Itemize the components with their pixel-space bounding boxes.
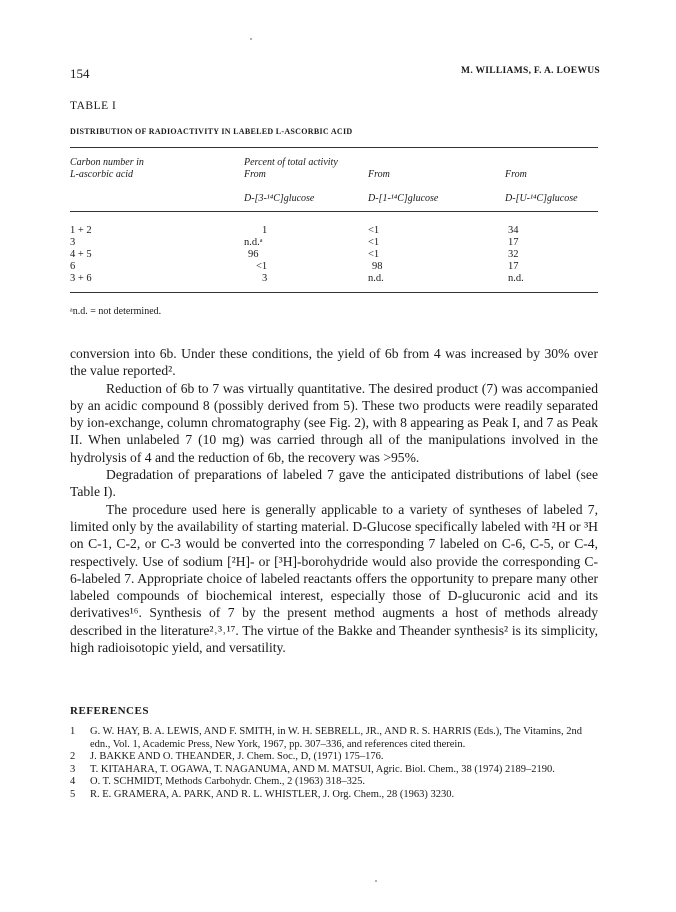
group-header: Percent of total activity: [244, 157, 338, 168]
value-cell: n.d.: [508, 273, 524, 284]
value-cell: 3: [262, 273, 268, 284]
carbon-cell: 4 + 5: [70, 249, 92, 260]
value-cell: 1: [262, 225, 268, 236]
col1-header-line2: L-ascorbic acid: [70, 169, 134, 180]
reference-item: [70, 776, 598, 789]
reference-text: J. BAKKE AND O. THEANDER, J. Chem. Soc., D, (1971) 175–176.: [90, 751, 384, 762]
from-header-2: From: [368, 169, 390, 180]
page-number: 154: [70, 66, 90, 81]
from-header-3: From: [505, 169, 527, 180]
body-paragraph: The procedure used here is generally applicable to a variety of syntheses of labeled 7, limited only by the availability of starting material. D-Glucose specifically labeled with ²H or ³H on C-1, C-2, or C-3 would be converted into the corresponding 7 labeled on C-6, C-5, or C-4, respectively. Use of sodium [²H]- or [³H]-borohydride would also provide the corresponding C-6-labeled 7. Appropriate choice of labeled reactants offers the opportunity to prepare many other labeled compounds of biochemical interest, especially those of D-glucuronic acid and its derivatives¹⁶. Synthesis of 7 by the present method augments a host of methods already described in the literature²˒³˒¹⁷. The virtue of the Bakke and Theander synthesis² is its simplicity, high radioisotopic yield, and versatility.: [70, 501, 598, 656]
page-header: [70, 66, 600, 82]
value-cell: 34: [508, 225, 519, 236]
table-footnote: ᵃn.d. = not determined.: [70, 306, 162, 317]
value-cell: 17: [508, 261, 519, 272]
reference-text: R. E. GRAMERA, A. PARK, AND R. L. WHISTLER, J. Org. Chem., 28 (1963) 3230.: [90, 788, 455, 800]
value-cell: <1: [368, 225, 380, 236]
carbon-cell: 3: [70, 237, 76, 248]
reference-item: [70, 764, 598, 777]
value-cell: <1: [256, 261, 268, 272]
value-cell: <1: [368, 249, 380, 260]
scan-speck: [250, 38, 252, 40]
scan-speck: [375, 880, 377, 882]
reference-item: [70, 789, 598, 802]
body-paragraph: conversion into 6b. Under these conditions, the yield of 6b from 4 was increased by 30% over the value reported².: [70, 346, 598, 379]
body-text: [70, 345, 598, 656]
reference-text: G. W. HAY, B. A. LEWIS, AND F. SMITH, in W. H. SEBRELL, JR., AND R. S. HARRIS (Eds.), The Vitamins, 2nd edn., Vol. 1, Academic Press, New York, 1967, pp. 307–336, and references cited therein.: [90, 726, 582, 750]
reference-number: 5: [70, 788, 76, 800]
body-paragraph: Degradation of preparations of labeled 7 gave the anticipated distributions of label (see Table I).: [70, 467, 598, 500]
source-header-1: D-[3-¹⁴C]glucose: [244, 193, 315, 204]
references-heading: REFERENCES: [70, 705, 149, 717]
value-cell: 98: [372, 261, 383, 272]
value-cell: 96: [248, 249, 259, 260]
source-header-2: D-[1-¹⁴C]glucose: [368, 193, 439, 204]
reference-number: 2: [70, 751, 76, 762]
reference-item: [70, 726, 598, 751]
value-cell: 32: [508, 249, 519, 260]
table-top-rule: [70, 147, 598, 148]
body-paragraph: Reduction of 6b to 7 was virtually quantitative. The desired product (7) was accompanied by an acidic compound 8 (possibly derived from 5). These two products were readily separated by ion-exchange, column chromatography (see Fig. 2), with 8 appearing as Peak I, and 7 as Peak II. When unlabeled 7 (10 mg) was carried through all of the manipulations involved in the hydrolysis of 4 and the reduction of 6b, the recovery was >95%.: [70, 380, 598, 465]
col1-header-line1: Carbon number in: [70, 157, 144, 168]
reference-text: O. T. SCHMIDT, Methods Carbohydr. Chem., 2 (1963) 318–325.: [90, 776, 366, 787]
table-bottom-rule: [70, 292, 598, 293]
references-list: [70, 726, 598, 801]
from-header-1: From: [244, 169, 266, 180]
reference-number: 3: [70, 763, 76, 775]
carbon-cell: 3 + 6: [70, 273, 92, 284]
source-header-3: D-[U-¹⁴C]glucose: [505, 193, 578, 204]
table-header-rule: [70, 211, 598, 212]
reference-number: 4: [70, 776, 76, 787]
reference-item: [70, 751, 598, 764]
value-cell: n.d.ᵃ: [244, 237, 263, 248]
reference-number: 1: [70, 726, 76, 737]
carbon-cell: 6: [70, 261, 76, 272]
value-cell: <1: [368, 237, 380, 248]
value-cell: n.d.: [368, 273, 384, 284]
carbon-cell: 1 + 2: [70, 225, 92, 236]
running-head: M. WILLIAMS, F. A. LOEWUS: [461, 66, 600, 76]
table-label: TABLE I: [70, 100, 117, 112]
table-caption: DISTRIBUTION OF RADIOACTIVITY IN LABELED L-ASCORBIC ACID: [70, 127, 353, 136]
reference-text: T. KITAHARA, T. OGAWA, T. NAGANUMA, AND M. MATSUI, Agric. Biol. Chem., 38 (1974) 2189–2190.: [90, 763, 555, 775]
value-cell: 17: [508, 237, 519, 248]
